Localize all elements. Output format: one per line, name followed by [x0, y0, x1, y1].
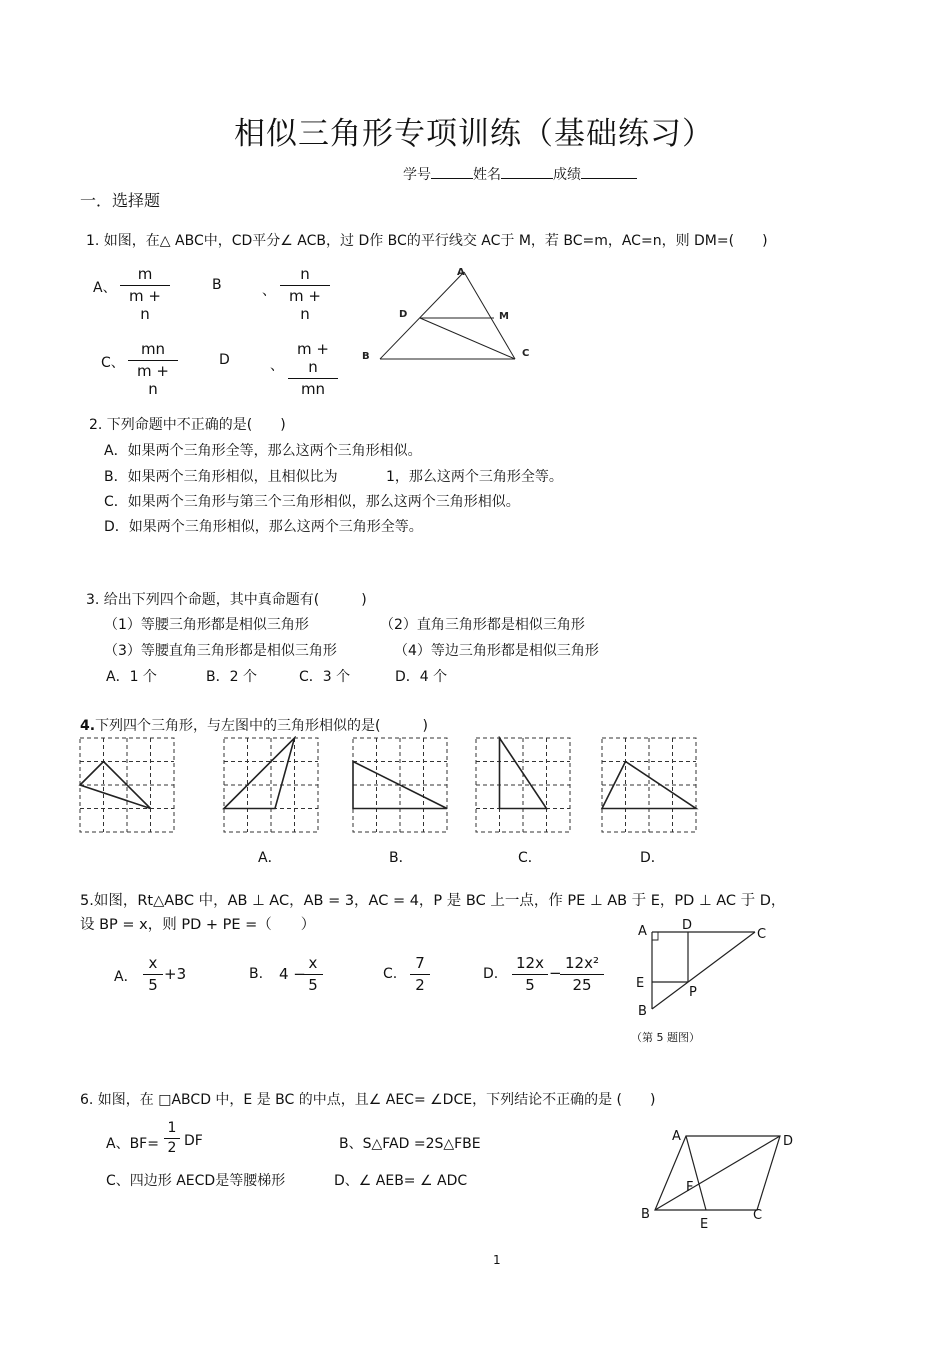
q4-grid-figures [78, 736, 700, 836]
q1-stem: 1. 如图，在△ ABC中，CD平分∠ ACB，过 D作 BC的平行线交 AC于 M，若 BC=m，AC=n，则 DM=( ) [86, 233, 768, 249]
fig-label-m: M [499, 311, 509, 322]
q6-option-b: B、S△FAD =2S△FBE [339, 1136, 481, 1152]
q6-option-a-fraction [164, 1120, 180, 1156]
page-title: 相似三角形专项训练（基础练习） [234, 116, 714, 152]
q5-figure-caption: （第 5 题图） [631, 1031, 700, 1044]
q4-stem [80, 715, 428, 735]
q2-option-b-part1: B．如果两个三角形相似，且相似比为 [104, 469, 338, 485]
chengji-label: 成绩 [553, 167, 581, 183]
q5-option-d-label: D. [483, 966, 499, 982]
fig-label-e: E [636, 976, 645, 991]
fig-label-a: A [457, 267, 465, 278]
q6-parallelogram-figure [635, 1124, 805, 1234]
q5-option-a-tail: +3 [164, 965, 187, 983]
q3-stem: 3. 给出下列四个命题，其中真命题有( ) [86, 592, 367, 608]
q4-option-c-grid [476, 738, 570, 832]
q3-proposition-3: （3）等腰直角三角形都是相似三角形 [104, 643, 337, 659]
q5-option-b-label: B. [249, 966, 264, 982]
frac-denominator: mn [300, 380, 326, 398]
frac-denominator: 5 [525, 976, 535, 994]
frac-numerator: n [300, 265, 310, 283]
q5-option-d-minus: − [549, 964, 562, 982]
q3-proposition-4: （4）等边三角形都是相似三角形 [394, 643, 599, 659]
xuehao-label: 学号 [403, 167, 431, 183]
q4-option-a-grid [224, 738, 318, 832]
frac-numerator: m + n [297, 340, 329, 376]
frac-numerator: 7 [415, 954, 425, 972]
q5-option-d-fraction-1 [512, 954, 548, 994]
page-number: 1 [493, 1253, 501, 1267]
q2-option-a: A．如果两个三角形全等，那么这两个三角形相似。 [104, 443, 422, 459]
q5-option-c-label: C. [383, 966, 398, 982]
frac-denominator: 2 [415, 976, 425, 994]
frac-denominator: 5 [308, 976, 318, 994]
q5-stem-line1: 5.如图，Rt△ABC 中，AB ⊥ AC，AB = 3，AC = 4，P 是 BC 上一点，作 PE ⊥ AB 于 E，PD ⊥ AC 于 D， [80, 893, 786, 909]
q6-option-a-label: A、BF= [106, 1136, 159, 1152]
frac-numerator: 12x [516, 954, 544, 972]
fig-label-d: D [399, 309, 408, 320]
frac-numerator: m [137, 265, 153, 283]
q1-option-d-label: D [219, 352, 230, 368]
fig-label-b: B [638, 1004, 647, 1019]
fig-label-a: A [638, 924, 647, 939]
q5-option-b-fraction [303, 954, 323, 994]
q4-stem-text: 下列四个三角形，与左图中的三角形相似的是( ) [95, 718, 428, 734]
q5-figure [630, 916, 780, 1021]
fig-label-a: A [672, 1129, 681, 1144]
fig-label-d: D [682, 918, 693, 933]
xingming-label: 姓名 [473, 167, 501, 183]
q6-option-a-tail: DF [184, 1133, 203, 1149]
q1-option-a-fraction [120, 265, 170, 323]
q6-option-d: D、∠ AEB= ∠ ADC [334, 1173, 468, 1189]
fig-label-f: F [686, 1180, 694, 1195]
q1-option-c-label: C、 [101, 355, 125, 371]
fig-label-b: B [641, 1207, 650, 1222]
q4-option-d-grid [602, 738, 696, 832]
q4-option-c-label: C． [518, 850, 542, 866]
fig-label-e: E [700, 1217, 709, 1232]
q3-option-b: B．2 个 [206, 669, 257, 685]
q4-option-a-label: A． [258, 850, 282, 866]
q5-option-b-head: 4 − [279, 965, 306, 983]
q5-option-d-fraction-2 [560, 954, 604, 994]
q4-number: 4. [80, 718, 96, 734]
q5-stem-line2: 设 BP = x，则 PD + PE =（ ） [80, 917, 316, 933]
chengji-blank[interactable] [581, 178, 637, 179]
q2-stem: 2. 下列命题中不正确的是( ) [89, 417, 286, 433]
fig-label-c: C [522, 348, 530, 359]
frac-denominator: 25 [572, 976, 592, 994]
fig-label-p: P [689, 985, 697, 1000]
q3-proposition-2: （2）直角三角形都是相似三角形 [380, 617, 585, 633]
frac-denominator: m + n [289, 287, 321, 323]
q1-option-b-fraction [280, 265, 330, 323]
frac-numerator: mn [140, 340, 166, 358]
frac-numerator: 12x² [565, 954, 599, 972]
q3-proposition-1: （1）等腰三角形都是相似三角形 [104, 617, 309, 633]
q1-option-a-label: A、 [93, 280, 117, 296]
q4-reference-grid [80, 738, 174, 832]
q4-option-d-label: D． [640, 850, 665, 866]
student-info [403, 164, 637, 184]
q3-option-a: A．1 个 [106, 669, 157, 685]
q4-option-b-grid [353, 738, 447, 832]
q2-option-c: C．如果两个三角形与第三个三角形相似，那么这两个三角形相似。 [104, 494, 520, 510]
q5-option-a-label: A． [114, 969, 138, 985]
frac-denominator: 2 [167, 1140, 177, 1156]
q1-option-d-sep: 、 [270, 358, 284, 374]
frac-numerator: 1 [167, 1120, 177, 1136]
q2-option-d: D．如果两个三角形相似，那么这两个三角形全等。 [104, 519, 423, 535]
frac-denominator: m + n [137, 362, 169, 398]
q2-option-b-part2: 1，那么这两个三角形全等。 [386, 469, 563, 485]
frac-numerator: x [148, 954, 158, 972]
q1-option-b-label: B [212, 277, 222, 293]
fig-label-c: C [757, 927, 767, 942]
fig-label-b: B [362, 351, 370, 362]
frac-numerator: x [308, 954, 318, 972]
q6-option-c: C、四边形 AECD是等腰梯形 [106, 1173, 286, 1189]
fig-label-c: C [753, 1208, 763, 1223]
frac-denominator: m + n [129, 287, 161, 323]
frac-denominator: 5 [148, 976, 158, 994]
q3-option-d: D．4 个 [395, 669, 448, 685]
q6-stem: 6. 如图，在 □ABCD 中，E 是 BC 的中点，且∠ AEC= ∠DCE，下列结论不正确的是 ( ) [80, 1092, 656, 1108]
xuehao-blank[interactable] [431, 178, 473, 179]
q5-option-a-fraction [143, 954, 163, 994]
q1-triangle-figure [355, 262, 545, 367]
xingming-blank[interactable] [501, 178, 553, 179]
q1-option-b-sep: 、 [262, 283, 276, 299]
section-heading: 一．选择题 [80, 191, 161, 210]
q4-option-b-label: B． [389, 850, 413, 866]
fig-label-d: D [783, 1134, 794, 1149]
q3-option-c: C．3 个 [299, 669, 351, 685]
q1-option-d-fraction [288, 340, 338, 398]
q5-option-c-fraction [410, 954, 430, 994]
q1-option-c-fraction [128, 340, 178, 398]
